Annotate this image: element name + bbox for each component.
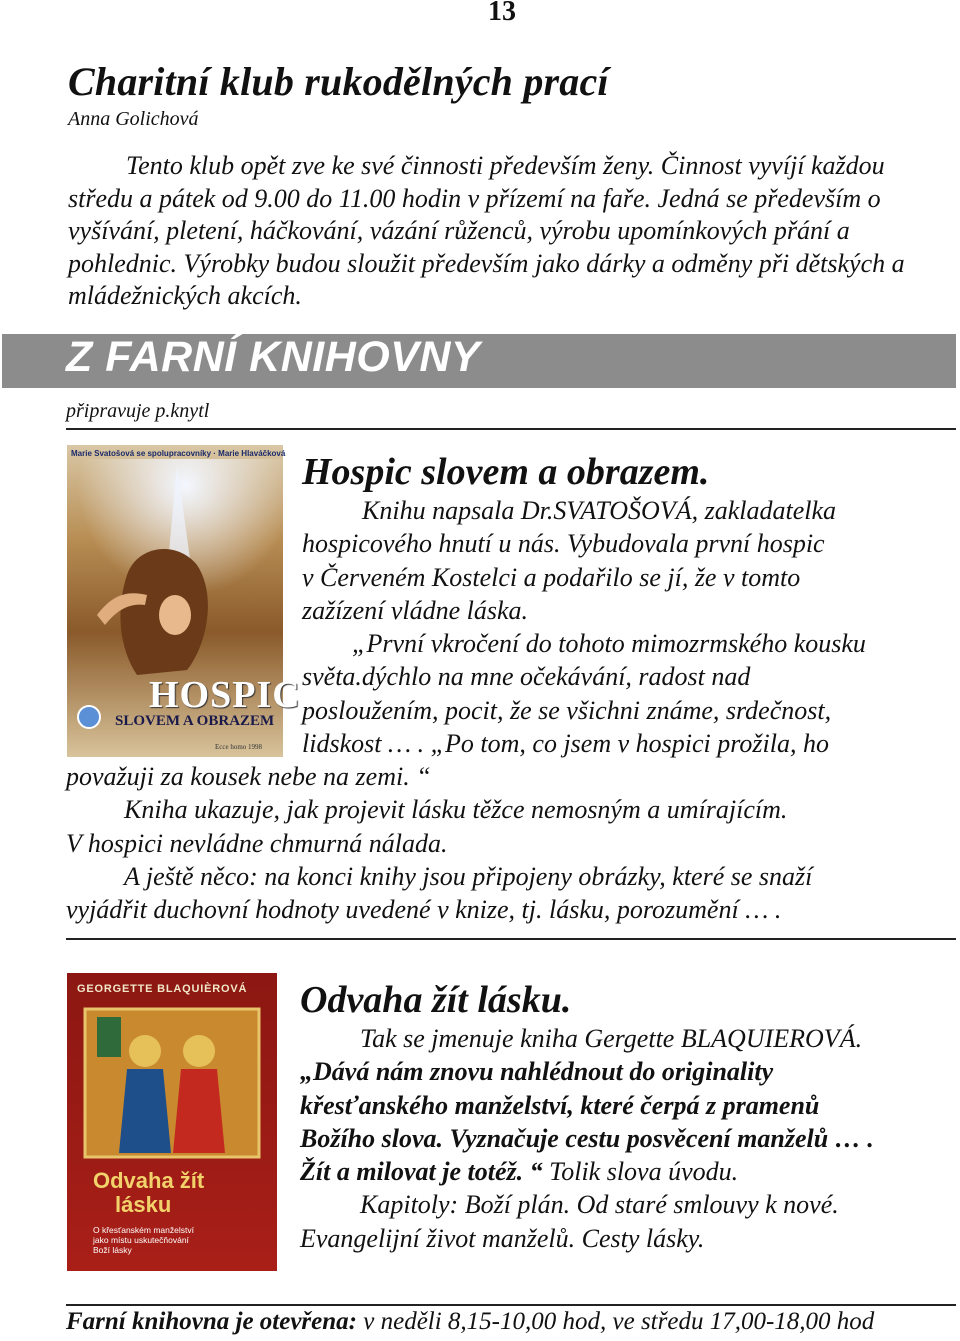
cover-title: HOSPIC <box>149 674 301 716</box>
text-line <box>300 1155 956 1188</box>
text-line: Kniha ukazuje, jak projevit lásku těžce nemosným a umírajícím. <box>124 795 788 825</box>
cover-publisher: Ecce homo 1998 <box>215 743 263 751</box>
cover-authors: Marie Svatošová se spolupracovníky · Marie Hlaváčková <box>71 449 286 458</box>
library-hours <box>66 1308 874 1336</box>
book-description-odvaha <box>300 1022 956 1255</box>
divider <box>66 938 956 940</box>
text-line: A ještě něco: na konci knihy jsou připojeny obrázky, které se snaží <box>124 861 813 891</box>
cover-subtitle: SLOVEM A OBRAZEM <box>115 713 275 729</box>
text-line: Knihu napsala Dr.SVATOŠOVÁ, zakladatelka <box>362 496 837 525</box>
text-line-bold: Božího slova. Vyznačuje cestu posvěcení manželů … . <box>300 1123 874 1153</box>
cover-title-line: Odvaha žít <box>93 1168 205 1193</box>
library-hours-label: Farní knihovna je otevřena: <box>66 1308 357 1335</box>
book-cover-hospic <box>67 445 301 757</box>
section-byline: připravuje p.knytl <box>66 400 210 422</box>
text-line-bold: křesťanského manželství, které čerpá z pramenů <box>300 1090 820 1120</box>
text-line: Kapitoly: Boží plán. Od staré smlouvy k nové. <box>360 1190 839 1220</box>
book-description-hospic <box>302 494 956 760</box>
page-number: 13 <box>488 0 516 27</box>
text-line: hospicového hnutí u nás. Vybudovala první hospic <box>302 529 825 559</box>
book-title-hospic: Hospic slovem a obrazem. <box>302 451 710 493</box>
text-line: lidskost … . „Po tom, co jsem v hospici prožila, ho <box>302 729 829 759</box>
article-title: Charitní klub rukodělných prací <box>68 59 609 104</box>
cover-subtitle-line: jako místu uskutečňování <box>93 1235 189 1245</box>
library-hours-text: v neděli 8,15-10,00 hod, ve středu 17,00-18,00 hod <box>363 1308 875 1335</box>
cover-author: GEORGETTE BLAQUIÈROVÁ <box>77 983 248 995</box>
text-line: V hospici nevládne chmurná nálada. <box>66 828 448 858</box>
article-body <box>68 150 956 313</box>
divider <box>66 428 956 430</box>
cover-title-line: lásku <box>115 1192 172 1217</box>
text-line: Tak se jmenuje kniha Gergette BLAQUIEROVÁ. <box>360 1024 863 1053</box>
quote-end: Žít a milovat je totéž. “ <box>300 1157 543 1187</box>
cover-subtitle-line: O křesťanském manželství <box>93 1225 194 1235</box>
cover-subtitle <box>93 1225 194 1255</box>
quote-tail: Tolik slova úvodu. <box>542 1157 739 1187</box>
article-paragraph: Tento klub opět zve ke své činnosti především ženy. Činnost vyvíjí každou středu a pátek od 9.00 do 11.00 hodin v přízemí na faře. Jedná se především o vyšívání, pletení, háčkování, vázání růženců, výrobu upomínkových přání a pohlednic. Výrobky budou sloužit především jako dárky a odměny při dětských a mládežnických akcích. <box>68 151 905 310</box>
text-line: „První vkročení do tohoto mimozrmského kousku <box>352 629 866 659</box>
section-title: Z FARNÍ KNIHOVNY <box>66 333 481 381</box>
book-cover-odvaha <box>67 973 277 1271</box>
cover-subtitle-line: Boží lásky <box>93 1245 132 1255</box>
cover-title <box>93 1169 204 1217</box>
text-line: Evangelijní život manželů. Cesty lásky. <box>300 1223 705 1253</box>
text-line: v Červeném Kostelci a podařilo se jí, že v tomto <box>302 562 801 592</box>
text-line: považuji za kousek nebe na zemi. “ <box>66 762 431 791</box>
article-author: Anna Golichová <box>68 108 199 130</box>
divider <box>66 1304 956 1306</box>
text-line: vyjádřit duchovní hodnoty uvedené v knize, tj. lásku, porozumění … . <box>66 895 782 925</box>
book-description-continued <box>66 760 956 926</box>
book-title-odvaha: Odvaha žít lásku. <box>300 979 572 1021</box>
text-line-bold: „Dává nám znovu nahlédnout do originality <box>300 1057 774 1087</box>
text-line: světa.dýchlo na mne očekávání, radost nad <box>302 662 751 692</box>
text-line: zažízení vládne láska. <box>302 595 529 625</box>
text-line: posloužením, pocit, že se všichni známe, srdečnost, <box>302 695 832 725</box>
